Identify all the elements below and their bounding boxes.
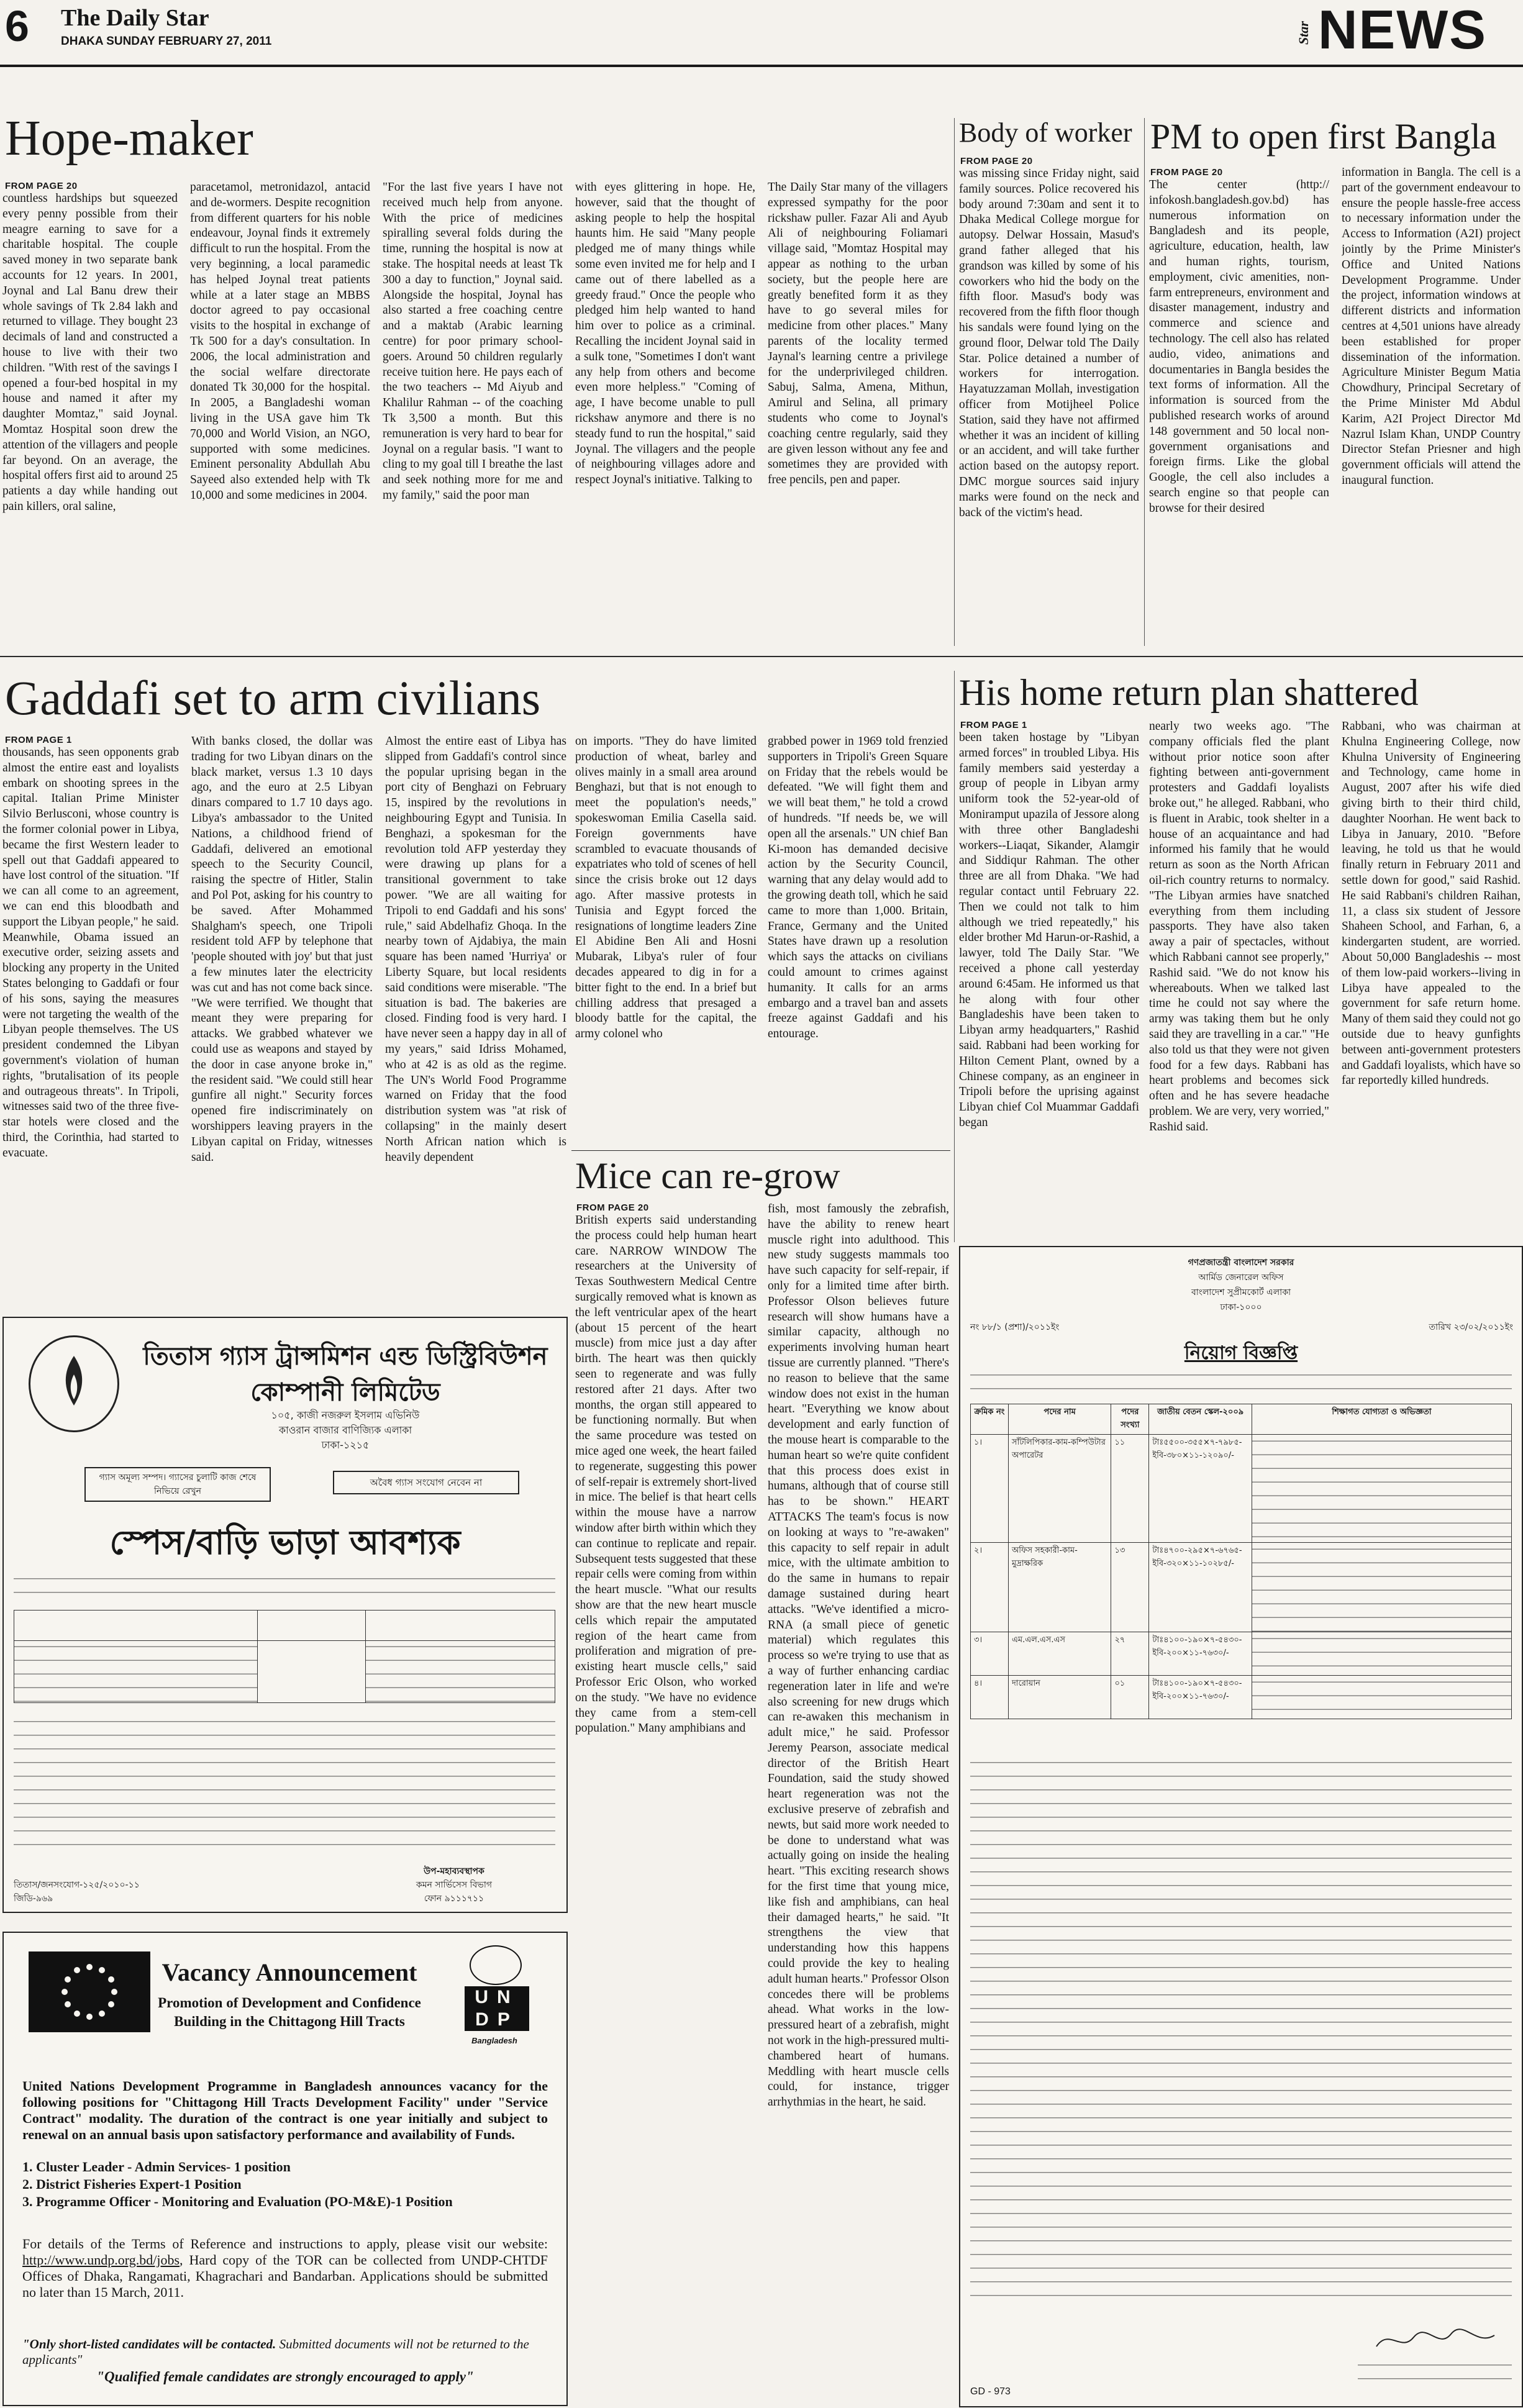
gaddafi-col-1: thousands, has seen opponents grab almost the entire east and loyalists embark on shooting sprees in the capital. Italian Prime Minister Silvio Berlusconi, whose country is the former colonial power in Libya, became the first Western leader to spell out that Gaddafi appeared to have lost control of the situation. "If we can all come to an agreement, we can end this bloodbath and support the Libyan people," he said. Meanwhile, Obama issued an executive order, seizing assets and blocking any property in the United States belonging to Gaddafi or four of his sons, saying the measures were not targeting the wealth of the Libyan people themselves. The US president condemned the Libyan government's violation of human rights, "brutalisation of its people and outrageous threats". In Tripoli, witnesses said two of the three five-star hotels were closed and the third, the Corinthia, had started to evacuate. [2,746,179,1160]
headline-body-of-worker: Body of worker [959,117,1132,148]
titas-gas-ad [2,1317,568,1913]
mice-col-2: fish, most famously the zebrafish, have the ability to renew heart muscle right into adulthood. This new study suggests mammals too have such capacity for self-repair, if only for a limited time after birth. Professor Olson believes future research will show humans have a similar capacity, although no experiments involving human heart tissue are currently planned. "There's no reason to believe that the same window does not exist in the human heart. "Everything we know about development and early function of the mouse heart is comparable to the human heart so we're quite confident that this process does exist in humans, although that of course still has to be shown." HEART ATTACKS The team's focus is now on looking at ways to "re-awaken" this capacity to self repair in adult mice, with the ultimate ambition to do the same in humans to repair damage sustained during heart attacks. "We've identified a micro-RNA (a small piece of genetic material) which regulates this process so we're trying to use that as a way of further enhancing cardiac regeneration later in life and we're also screening for new drugs which can re-awaken this mechanism in adult mice," he said. Professor Jeremy Pearson, associate medical director of the British Heart Foundation, said the study showed heart regeneration was not the exclusive preserve of zebrafish and newts, but said more work needed to be done to understand what was actually going on inside the healing heart. "This exciting research shows for the first time that young mice, like fish and amphibians, can heal their damaged hearts," he said. "It strengthens the view that understanding how this happens could provide the key to healing adult human hearts." Professor Olson concedes there will be problems ahead. What works in the low-pressured heart of a zebrafish, might not work in the high-pressured multi-chambered heart of humans. Meddling with heart muscle cells could, for instance, trigger arrhythmias in the heart, he said. [768,1202,949,2109]
pm-col-2: information in Bangla. The cell is a part of the government endeavour to ensure the people hassle-free access to necessary information under the Access to Information (A2I) project jointly by the Prime Minister's Office and United Nations Development Programme. Under the project, information windows at different districts and information centres at 4,501 unions have already been established for proper dissemination of the information. Agriculture Minister Begum Matia Chowdhury, Principal Secretary of the Prime Minister Md Abdul Karim, A2I Project Director Md Nazrul Islam Khan, UNDP Country Director Stefan Priesner and high government officials will attend the inaugural function. [1342,166,1521,487]
cell-serial: ৩। [971,1632,1009,1676]
undp-note-2: "Qualified female candidates are strongly encouraged to apply" [96,2369,474,2384]
undp-subtitle1: Promotion of Development and Confidence [158,1995,421,2010]
undp-position-1: 1. Cluster Leader - Admin Services- 1 position [22,2159,291,2174]
eu-flag [29,1951,150,2032]
undp-position-2: 2. District Fisheries Expert-1 Position [22,2176,242,2192]
titas-company-line1: তিতাস গ্যাস ট্রান্সমিশন এন্ড ডিস্ট্রিবিউশন [143,1342,548,1371]
home-col-3: Rabbani, who was chairman at Khulna Engineering College, now Khulna University of Engineering and Technology, came home in August, 2007 after his wife died giving birth to their third child, daughter Noorhan. He went back to Libya in January, 2010. "Before leaving, he told us that he would finally return in February 2011 and settle down for good," said Rashid. He said Rabbani's children Raihan, 11, a class six student of Jessore Shaheen School, and Farhan, 6, a kindergarten student, are worried. About 50,000 Bangladeshis -- most of them low-paid workers--living in Libya have appealed to the government for safe return home. Many of them said they could not go outside due to heavy gunfights between anti-government protesters and Gaddafi loyalists, which have so far reportedly killed hundreds. [1342,720,1521,1088]
hope-col-4: with eyes glittering in hope. He, however, said that the thought of asking people to help the hospital haunts him. He said "Many people pledged me of many things while some even invited me for help and I came out of there labelled as a greedy fraud." Once the people who pledged him help wanted to hand him over to police as a criminal. Recalling the incident Joynal said in a sulk tone, "Sometimes I don't want any help from others and become even more helpless." "Coming of age, I have become unable to pull rickshaw anymore and there is no steady fund to run the hospital," said Joynal. The villagers and the people of neighbouring villages adore and respect Joynal's initiative. Talking to [575,181,755,487]
hope-col-1: countless hardships but squeezed every penny possible from their meagre earning to save for a charitable hospital. The couple saved money in two separate bank accounts for 12 years. In 2001, Joynal and Lal Banu drew their whole savings of Tk 2.84 lakh and returned to village. They bought 23 decimals of land and constructed a house to live with their two children. "With rest of the savings I opened a four-bed hospital in my house and named it after my daughter Momtaz," said Joynal. Momtaz Hospital soon drew the attention of the villagers and people far beyond. On an average, the hospital offers first aid to around 25 patients a day while handing out pain killers, oral saline, [2,192,178,513]
govt-intro [970,1369,1512,1396]
gaddafi-col-4: on imports. "They do have limited production of wheat, barley and olives mainly in a small area around Benghazi, but that is not enough to meet the population's needs," spokeswoman Emilia Casella said. Foreign governments have scrambled to evacuate thousands of expatriates who told of scenes of hell since the crisis broke out 12 days ago. After massive protests in Tunisia and Egypt forced the resignations of longtime leaders Zine El Abidine Ben Ali and Hosni Mubarak, Libya's ruler of four decades appeared to dig in for a bitter fight to the end. In a brief but chilling address that presaged a bloody battle for the capital, the army colonel who [575,735,757,1041]
hope-col-5: The Daily Star many of the villagers expressed sympathy for the poor rickshaw puller. Fazar Ali and Ayub Ali of neighbouring Foliamari village said, "Momtaz Hospital may appear as nothing to the urban society, but the people here are greatly benefited form it as they have to go several miles for medicine from other places." Many parents of the locality termed Jaynal's learning centre a privilege for the underprivileged children. Sabuj, Salma, Amena, Mithun, Amirul and Selina, all primary students who come to Joynal's coaching centre regularly, said they are given lesson without any fee and sometimes they are provided with free pencils, pen and paper. [768,181,948,487]
table-row [971,1632,1512,1676]
titas-address2: কাওরান বাজার বাণিজ্যিক এলাকা [278,1424,412,1436]
titas-footer-right2: কমন সার্ভিসেস বিভাগ [416,1880,493,1890]
signature [1370,2322,1507,2359]
undp-intro: United Nations Development Programme in Bangladesh announces vacancy for the following positions for "Chittagong Hill Tracts Development Facility" under "Service Contract" modality. The duration of the contract is one year initially and subject to renewal on an annual basis upon satisfactory performance and availability of Funds. [22,2078,548,2142]
govt-ref: নং ৮৮/১ (প্রশা)/২০১১ইং [970,1322,1060,1332]
cell-post: এম.এল.এস.এস [1008,1632,1111,1676]
titas-conditions [14,1715,555,1852]
headline-pm-bangla: PM to open first Bangla [1150,116,1497,157]
cell-post: সাঁটলিপিকার-কাম-কম্পিউটার অপারেটর [1008,1435,1111,1543]
undp-note-1 [22,2337,548,2368]
un-emblem-icon [470,1945,522,1985]
from-page-body: FROM PAGE 20 [960,156,1033,166]
titas-footer-code: জিডি-৯৬৯ [14,1894,53,1904]
undp-details-text-a: For details of the Terms of Reference and instructions to apply, please visit our website: [22,2236,548,2251]
headline-hope-maker: Hope-maker [5,111,253,166]
col-scale: জাতীয় বেতন স্কেল-২০০৯ [1149,1404,1252,1435]
cell-count: ১১ [1111,1435,1149,1543]
undp-position-3: 3. Programme Officer - Monitoring and Evaluation (PO-M&E)-1 Position [22,2194,453,2209]
undp-details-text-b: , Hard copy of the TOR can be collected from UNDP-CHTDF Offices of Dhaka, Rangamati, Khagrachari and Bandarban. Applications should be submitted no later than 15 March, 2011. [22,2252,548,2300]
cell-serial: ৪। [971,1676,1009,1719]
govt-post-table [970,1404,1512,1719]
titas-footer-phone: ফোন ৯১১১৭১১ [424,1894,484,1904]
titas-footer-right: উপ-মহাব্যবস্থাপক [424,1866,484,1876]
col-serial: ক্রমিক নং [971,1404,1009,1435]
mice-rule [571,1150,950,1151]
undp-note-1-rest: Submitted documents will not be returned to the applicants" [22,2337,529,2367]
divider-body-worker [954,118,955,646]
cell-qualification [1252,1676,1511,1719]
cell-count: ২৭ [1111,1632,1149,1676]
eu-stars-icon [29,1951,150,2032]
cell-scale: টাঃ৪১০০-১৯০×৭-৫৪৩০-ইবি-২০০×১১-৭৬৩০/- [1149,1676,1252,1719]
from-page-pm: FROM PAGE 20 [1150,167,1223,178]
section-prefix: Star [1295,21,1311,45]
undp-logo-text: UNDP [465,1986,529,2031]
masthead [0,0,1523,60]
paper-name: The Daily Star [61,5,209,31]
cell-serial: ১। [971,1435,1009,1543]
titas-title: স্পেস/বাড়ি ভাড়া আবশ্যক [109,1523,461,1562]
undp-jobs-link[interactable]: http://www.undp.org.bd/jobs [22,2252,180,2268]
col-count: পদের সংখ্যা [1111,1404,1149,1435]
from-page-gaddafi: FROM PAGE 1 [5,735,72,745]
home-col-2: nearly two weeks ago. "The company officials fled the plant without prior notice soon after fighting between anti-government protesters and Gaddafi loyalists broke out," he alleged. Rabbani, who is fluent in Arabic, took shelter in a house of an acquaintance and had informed his family that he would return as soon as the North African oil-rich country returns to normalcy. "The Libyan armies have snatched everything from them including passports. They have also taken away a pair of spectacles, without which Rabbani cannot see properly," Rashid said. "We do not know his whereabouts. When we talked last time he could not say where the army was taking them but he only said they are travelling in a car." "He also told us that they were not given food for a few days. Rabbani has heart problems and becomes sick often and he has severe headache problem. We are very, very worried," Rashid said. [1149,720,1329,1134]
govt-title: নিয়োগ বিজ্ঞপ্তি [1184,1342,1298,1364]
govt-recruitment-ad [959,1246,1523,2407]
hope-col-3: "For the last five years I have not received much help from anyone. With the price of medicines spiralling several folds during the time, running the hospital is now at stake. The hospital needs at least Tk 300 a day to function," Joynal said. Alongside the hospital, Joynal has also started a free coaching centre and a maktab (Arabic learning centre) for poor primary school-goers. Around 50 children regularly receive tuition here. He pays each of the two teachers -- Md Aiyub and Khalilur Rahman -- of the coaching Tk 3,500 a month. But this remuneration is very hard to bear for Joynal on a regular basis. "I want to cling to my goal till I breathe the last and seek nothing more for me and my family," said the poor man [383,181,563,502]
col-qualification: শিক্ষাগত যোগ্যতা ও অভিজ্ঞতা [1252,1404,1511,1435]
signatory-block [1358,2359,1512,2386]
titas-city: ঢাকা-১২১৫ [321,1439,370,1451]
gaddafi-col-3: Almost the entire east of Libya has slipped from Gaddafi's control since the popular uprising began in the port city of Benghazi on February 15, inspired by the revolutions in neighbouring Egypt and Tunisia. In Benghazi, a spokesman for the revolution told AFP yesterday they were drawing up plans for a transitional government to take power. "We are all waiting for Tripoli to end Gaddafi and his sons' rule," said Abdelhafiz Ghoqa. In the nearby town of Ajdabiya, the main square has been named 'Hurriya' or Liberty Square, but local residents said conditions were miserable. "The situation is bad. The bakeries are closed. Finding food is very hard. I have never seen a happy day in all of my years," said Idriss Mohamed, who at 42 is as old as the regime. The UN's World Food Programme warned on Friday that the food distribution system was "at risk of collapsing" in the mainly desert North African nation which is heavily dependent [385,735,566,1164]
headline-home-return: His home return plan shattered [959,672,1419,713]
titas-company-line2: কোম্পানী লিমিটেড [250,1378,440,1407]
home-col-1: been taken hostage by "Libyan armed forces" in troubled Libya. His family members said yesterday a group of people in Libyan army uniform took the 52-year-old of Moniramput upazila of Jessore along with three other Bangladeshi workers--Liaqat, Sikander, Alamgir and Siddiqur Rahman. The other three are all from Dhaka. "We had regular contact until February 22. Then we could not talk to him although we tried repeatedly," his elder brother Md Harun-or-Rashid, a lawyer, told The Daily Star. "We received a phone call yesterday around 6:45am. He informed us that he along with four other Bangladeshis have been taken to Libyan army headquarters," Rashid said. Rabbani had been working for Hilton Cement Plant, owned by a Chinese company, as an engineer in Tripoli before the uprising against Libyan chief Col Muammar Gaddafi began [959,731,1139,1129]
headline-mice: Mice can re-grow [575,1155,840,1196]
undp-vacancy-ad [2,1932,568,2406]
titas-logo [29,1335,119,1432]
flame-icon [30,1337,117,1430]
titas-area-table [14,1610,555,1703]
undp-logo [451,1945,538,2051]
cell-post: দারোয়ান [1008,1676,1111,1719]
cell-scale: টাঃ৫৫০০-৩৫৫×৭-৭৯৮৫-ইবি-৩৮০×১১-১২০৯০/- [1149,1435,1252,1543]
dateline: DHAKA SUNDAY FEBRUARY 27, 2011 [61,35,272,48]
cell-qualification [1252,1632,1511,1676]
gaddafi-col-2: With banks closed, the dollar was trading for two Libyan dinars on the black market, versus 1.3 10 days ago, and the euro at 2.5 Libyan dinars compared to 1.7 10 days ago. Libya's ambassador to the United Nations, a childhood friend of Gaddafi, delivered an emotional speech to the Security Council, raising the spectre of Hitler, Stalin and Pol Pot, asking for his country to be saved. After Mohammed Shalgham's speech, one Tripoli resident told AFP by telephone that 'people shouted with joy' but that just a few minutes later the electricity was cut and has not come back since. "We were terrified. We thought that meant they were preparing for attacks. We grabbed whatever we could use as weapons and stayed by the door in case anyone broke in," the resident said. "We could still hear gunfire all night." Security forces opened fire indiscriminately on worshippers leaving prayers in the Libyan capital on Friday, witnesses said. [191,735,373,1164]
mice-col-1: British experts said understanding the process could help human heart care. NARROW WINDOW The researchers at the University of Texas Southwestern Medical Centre surgically removed what is known as the left ventricular apex of the heart (about 15 percent of the heart muscle) from mice just a day after birth. The heart was then quickly seen to regenerate and was fully restored after 21 days. After two months, the organ still appeared to be functioning normally. But when the same procedure was tested on mice aged one week, the heart failed to regenerate, suggesting this power of self-repair is extremely short-lived in mice. The belief is that heart cells within the mouse have a narrow window after birth within which they can continue to replicate and repair. Subsequent tests suggested that these repair cells were coming from within the heart muscle. "What our results show are that the new heart muscle cells which repair the amputated region of the heart came from proliferation and migration of pre-existing heart muscle cells," said Professor Eric Olson, who worked on the study. "We have no evidence they came from a stem-cell population." Many amphibians and [575,1214,757,1735]
titas-slogan-left: গ্যাস অমূল্য সম্পদ। গ্যাসের চুলাটি কাজ শেষে নিভিয়ে রেখুন [84,1467,271,1502]
headline-gaddafi: Gaddafi set to arm civilians [5,671,541,725]
undp-subtitle2: Building in the Chittagong Hill Tracts [174,2014,405,2029]
from-page-mice: FROM PAGE 20 [576,1202,649,1213]
titas-address: ১০৫, কাজী নজরুল ইসলাম এভিনিউ [271,1409,420,1421]
undp-title: Vacancy Announcement [161,1958,417,1986]
govt-date: তারিখ ২৩/০২/২০১১ইং [1429,1322,1513,1332]
from-page-home: FROM PAGE 1 [960,720,1027,730]
pm-col-1: The center (http:// infokosh.bangladesh.gov.bd) has numerous information on Bangladesh and its people, agriculture, education, health, law and human rights, tourism, employment, civic amenities, non-farm entrepreneurs, environment and disaster management, industry and commerce and science and technology. The cell also has related audio, video, animations and documentaries in Bangla besides the text forms of information. All the information is sourced from the published research works of around 148 government and 50 local non-government organisations and foreign firms. Like the global Google, the cell also includes a search engine so that people can browse for their desired [1149,178,1329,515]
section-name: NEWS [1318,0,1487,60]
cell-qualification [1252,1543,1511,1632]
from-page-hope: FROM PAGE 20 [5,181,78,191]
gaddafi-col-5: grabbed power in 1969 told frenzied supporters in Tripoli's Green Square on Friday that the rebels would be defeated. "We will fight them and we will beat them," he told a crowd of hundreds. "If needs be, we will open all the arsenals." UN chief Ban Ki-moon has demanded decisive action by the Security Council, warning that any delay would add to the growing death toll, which he said came to more than 1,000. Britain, France, Germany and the United States have drawn up a resolution which says the attacks on civilians could amount to crimes against humanity. It calls for an arms embargo and a travel ban and assets freeze against Gaddafi and his entourage. [768,735,948,1041]
govt-header2: আর্মিড জেনারেল অফিস [1198,1273,1284,1283]
section-rule-1 [0,656,1523,657]
titas-footer-left: তিতাস/জনসংযোগ-১২৫/২০১০-১১ [14,1880,140,1890]
hope-col-2: paracetamol, metronidazol, antacid and de-wormers. Despite recognition from different quarters for his noble endeavour, Joynal finds it extremely difficult to run the hospital. From the very beginning, a local paramedic has helped Joynal treat patients while at a later stage an MBBS doctor agreed to pay occasional visits to the hospital in exchange of Tk 500 for a day's consultation. In 2006, the local administration and the social welfare directorate donated Tk 30,000 for the hospital. In 2005, a Bangladeshi woman living in the USA gave him Tk 70,000 and World Vision, an NGO, supported with some medicines. Eminent personality Abdullah Abu Sayeed also extended help with Tk 10,000 and some medicines in 2004. [190,181,370,502]
titas-body-text [14,1573,555,1600]
page-number: 6 [5,2,29,50]
cell-scale: টাঃ৪৭০০-২৯৫×৭-৬৭৬৫-ইবি-৩২০×১১-১০২৮৫/- [1149,1543,1252,1632]
cell-qualification [1252,1435,1511,1543]
govt-header1: গণপ্রজাতন্ত্রী বাংলাদেশ সরকার [1188,1258,1294,1268]
cell-serial: ২। [971,1543,1009,1632]
undp-details [22,2236,548,2301]
col-post: পদের নাম [1008,1404,1111,1435]
govt-conditions [970,1756,1512,2303]
govt-table-header [971,1404,1512,1435]
table-row [971,1676,1512,1719]
table-row [971,1435,1512,1543]
cell-scale: টাঃ৪১০০-১৯০×৭-৫৪৩০-ইবি-২০০×১১-৭৬৩০/- [1149,1632,1252,1676]
cell-count: ১৩ [1111,1543,1149,1632]
undp-logo-sub: Bangladesh [471,2036,517,2045]
divider-home-return [954,671,955,1242]
table-row [971,1543,1512,1632]
masthead-rule [0,65,1523,67]
cell-post: অফিস সহকারী-কাম-মুদ্রাক্ষরিক [1008,1543,1111,1632]
divider-pm [1144,118,1145,646]
govt-header3: বাংলাদেশ সুপ্রীমকোর্ট এলাকা [1191,1288,1291,1297]
body-worker-text: was missing since Friday night, said family sources. Police recovered his body around 7:30am and sent it to Dhaka Medical College morgue for autopsy. Delwar Hossain, Masud's grand father alleged that his grandson was killed by some of his coworkers who hid the body on the fifth floor. Masud's body was recovered from the fifth floor though his sandals were found lying on the ground floor, Delwar told The Daily Star. Police detained a number of workers for interrogation. Hayatuzzaman Mollah, investigation officer from Motijheel Police Station, said they have not affirmed whether it was an incident of killing or an accident, and will take further action based on the autopsy report. DMC morgue sources said injury marks were found on the neck and back of the victim's head. [959,167,1139,519]
govt-header4: ঢাকা-১০০০ [1220,1302,1262,1312]
titas-slogan-right: অবৈধ গ্যাস সংযোগ নেবেন না [333,1471,519,1494]
govt-gd-code: GD - 973 [970,2386,1011,2397]
cell-count: ০১ [1111,1676,1149,1719]
undp-note-1-bold: "Only short-listed candidates will be contacted. [22,2337,276,2351]
